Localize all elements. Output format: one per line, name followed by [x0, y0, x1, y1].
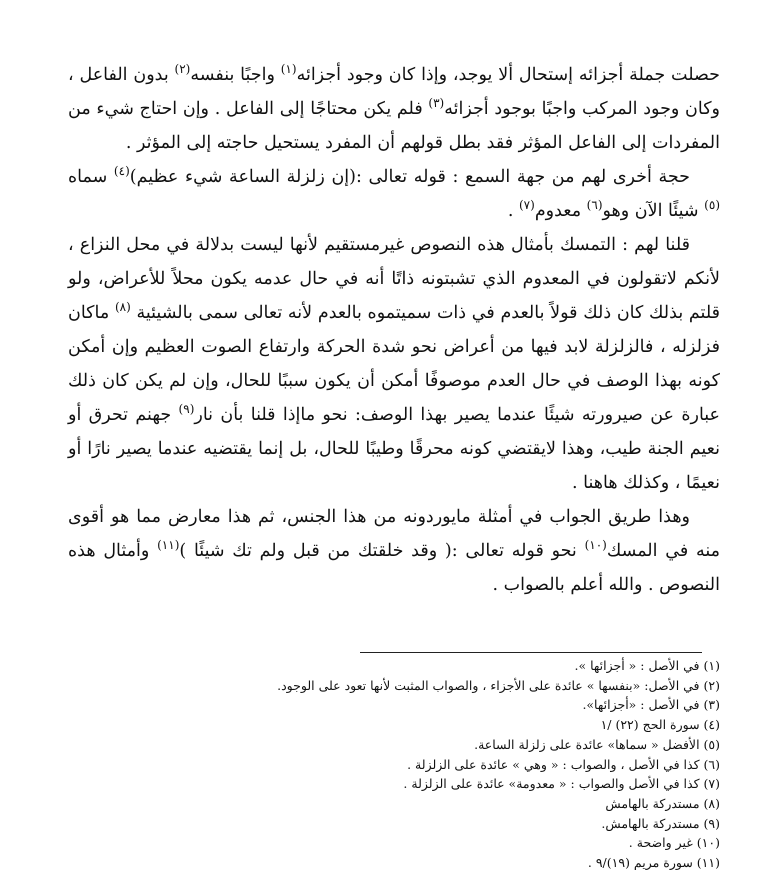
paragraph	[68, 160, 720, 228]
footnote-separator	[360, 652, 702, 653]
footnote-item: (٩) مستدركة بالهامش.	[601, 815, 720, 831]
footnote-marker: (٩)	[178, 402, 195, 417]
text-segment: شيئًا الآن وهو	[602, 201, 705, 221]
text-segment: وهذا طريق الجواب في أمثلة مايوردونه من هذا الجنس، ثم هذا معارض مما هو أقوى منه في المسك	[68, 507, 720, 561]
paragraph	[68, 228, 720, 500]
text-segment: جهنم تحرق أو نعيم الجنة طيب، وهذا لايقتضي كونه محرقًا وطيبًا للحال، بل إنما يقتضيه عندما يصير نارًا أو نعيمًا ، وكذلك هاهنا .	[68, 405, 720, 493]
footnotes	[160, 656, 720, 873]
footnote-item: (٣) في الأصل : «أجزائها».	[582, 697, 720, 713]
paragraph	[68, 58, 720, 160]
footnote-marker: (٣)	[428, 96, 445, 111]
footnote-item: (٦) كذا في الأصل ، والصواب : « وهي » عائدة على الزلزلة .	[407, 756, 720, 772]
paragraph	[68, 500, 720, 602]
footnote-item: (٧) كذا في الأصل والصواب : « معدومة» عائدة على الزلزلة .	[403, 776, 720, 792]
footnote-marker: (١)	[280, 62, 297, 77]
text-segment: واجبًا بنفسه	[190, 65, 281, 85]
footnote-item: (١٠) غير واضحة .	[628, 835, 720, 851]
text-segment: حصلت جملة أجزائه إستحال ألا يوجد، وإذا كان وجود أجزائه	[296, 65, 720, 85]
footnote-item: (٢) في الأصل: «بنفسها » عائدة على الأجزاء ، والصواب المثبت لأنها تعود على الوجود.	[277, 677, 720, 693]
footnote-item: (٥) الأفضل « سماها» عائدة على زلزلة الساعة.	[474, 736, 720, 752]
text-segment: حجة أخرى لهم من جهة السمع : قوله تعالى :(إن زلزلة الساعة شيء عظيم)	[129, 167, 690, 187]
text-segment: قلنا لهم : التمسك بأمثال هذه النصوص غيرمستقيم لأنها ليست بدلالة في محل النزاع ، لأنكم لاتقولون في المعدوم الذي تشبتونه ذاتًا أنه في حال عدمه يكون محلاً للأعراض، ولو قلتم بذلك كان ذلك قولاً بالعدم في ذات سميتموه بالعدم لأنه تعالى سمى بالشيئية	[68, 235, 720, 323]
footnote-marker: (٢)	[174, 62, 191, 77]
footnote-item: (١) في الأصل : « أجزائها ».	[574, 658, 720, 673]
text-segment: فلم يكن محتاجًا إلى الفاعل . وإن احتاج شيء من المفردات إلى الفاعل المؤثر فقد بطل قولهم أن المفرد يستحيل حاجته إلى المؤثر .	[68, 99, 720, 153]
footnote-marker: (١٠)	[584, 538, 607, 553]
footnote-marker: (١١)	[157, 538, 180, 553]
text-segment: نحو قوله تعالى :( وقد خلقتك من قبل ولم تك شيئًا )	[179, 541, 585, 561]
footnote-marker: (٥)	[704, 198, 720, 213]
text-segment: سماه	[68, 167, 114, 187]
footnote-item: (٨) مستدركة بالهامش	[605, 795, 720, 811]
text-segment: ماكان فزلزله ، فالزلزلة لابد فيها من أعراض نحو شدة الحركة وارتفاع الصوت العظيم وإن أمكن كونه بهذا الوصف في حال العدم موصوفًا أمكن أن يكون سببًا للحال، وإن لم يكن كان ذلك عبارة عن صيرورته شيئًا عندما يصير بهذا الوصف: نحو ماإذا قلنا بأن نار	[68, 303, 720, 425]
footnote-item: (١١) سورة مريم (١٩)/٩ .	[587, 855, 720, 871]
footnote-marker: (٨)	[114, 300, 131, 315]
text-segment: وأمثال هذه النصوص . والله أعلم بالصواب .	[68, 541, 720, 595]
footnote-item: (٤) سورة الحج (٢٢) /١	[600, 717, 720, 733]
main-text	[68, 58, 720, 602]
text-segment: معدوم	[534, 201, 587, 221]
text-segment: بدون الفاعل ، وكان وجود المركب واجبًا بوجود أجزائه	[68, 65, 720, 119]
text-segment: .	[507, 201, 519, 221]
footnote-marker: (٦)	[586, 198, 603, 213]
footnote-marker: (٤)	[113, 164, 130, 179]
footnote-marker: (٧)	[518, 198, 535, 213]
